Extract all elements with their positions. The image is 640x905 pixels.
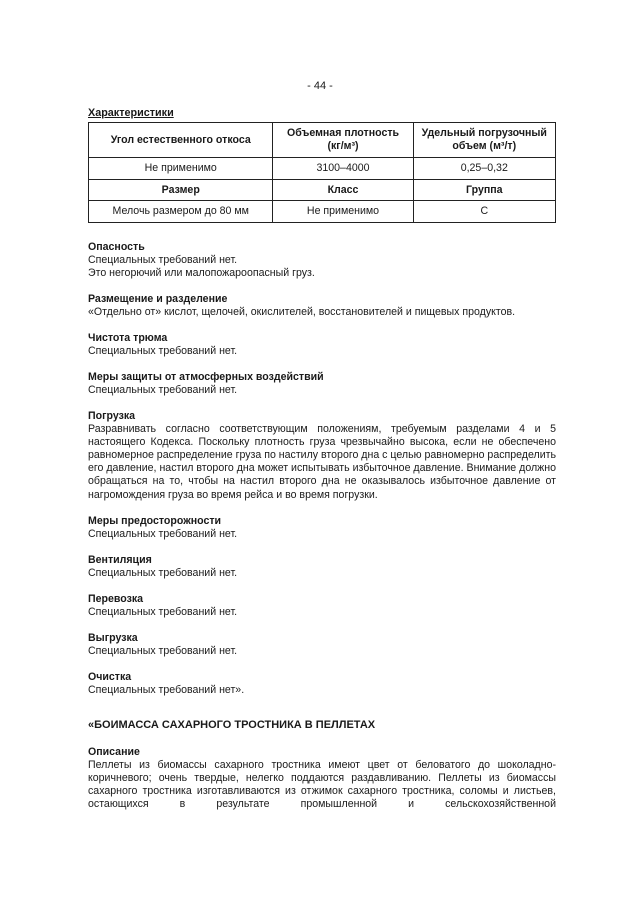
section-title: Меры защиты от атмосферных воздействий bbox=[88, 371, 324, 384]
section-title: Выгрузка bbox=[88, 631, 138, 644]
section-text: Это негорючий или малопожароопасный груз. bbox=[88, 267, 315, 280]
section-text: Специальных требований нет. bbox=[88, 384, 238, 397]
section-text: Специальных требований нет. bbox=[88, 644, 238, 657]
section-text: Специальных требований нет. bbox=[88, 566, 238, 579]
section-text: Специальных требований нет. bbox=[88, 605, 238, 618]
characteristics-table bbox=[88, 122, 556, 223]
section-text: Специальных требований нет». bbox=[88, 683, 245, 696]
section-loading bbox=[88, 410, 556, 501]
section-weather-precautions bbox=[88, 371, 556, 397]
section-title: Чистота трюма bbox=[88, 332, 168, 345]
table-subheader-row bbox=[89, 180, 556, 201]
section-precautions bbox=[88, 515, 556, 541]
table-row bbox=[89, 201, 556, 223]
section-description bbox=[88, 746, 556, 811]
section-text: Разравнивать согласно соответствующим положениям, требуемым разделами 4 и 5 настоящего Кодекса. Поскольку плотность груза чрезвычайно высока, если не обеспечено равномерное распределение груза по настилу второго дна с целью равномерно распределить его давление, настил второго дна может испытывать избыточное давление. Внимание должно обращаться на то, чтобы на настил второго дна не оказывалось избыточное давление от нагромождения груза во время рейса и во время погрузки. bbox=[88, 423, 556, 501]
section-text: Специальных требований нет. bbox=[88, 345, 238, 358]
section-title: Меры предосторожности bbox=[88, 514, 222, 527]
section-text: Специальных требований нет. bbox=[88, 254, 238, 267]
section-title: Очистка bbox=[88, 670, 132, 683]
section-title: Опасность bbox=[88, 241, 145, 254]
section-discharge bbox=[88, 632, 556, 658]
table-cell: C bbox=[413, 201, 555, 223]
page-content bbox=[88, 107, 556, 811]
section-hold-cleanliness bbox=[88, 332, 556, 358]
section-stowage bbox=[88, 293, 556, 319]
section-hazard bbox=[88, 241, 556, 280]
section-text: «Отдельно от» кислот, щелочей, окислителей, восстановителей и пищевых продуктов. bbox=[88, 306, 516, 319]
subheader-cell-group: Группа bbox=[413, 180, 555, 201]
table-cell: Не применимо bbox=[273, 201, 413, 223]
table-header-row bbox=[89, 123, 556, 158]
section-ventilation bbox=[88, 554, 556, 580]
table-cell: 3100–4000 bbox=[273, 158, 413, 180]
section-text: Пеллеты из биомассы сахарного тростника имеют цвет от беловатого до шоколадно-коричневого; очень твердые, нелегко поддаются раздавливанию. Пеллеты из биомассы сахарного тростника изготавливаются из отжимок сахарного тростника, соломы и листьев, остающихся в результате промышленной и сельскохозяйственной bbox=[88, 759, 556, 811]
table-row bbox=[89, 158, 556, 180]
cargo-title: «БОИМАССА САХАРНОГО ТРОСТНИКА В ПЕЛЛЕТАХ bbox=[88, 718, 376, 731]
header-cell-angle: Угол естественного откоса bbox=[89, 123, 273, 158]
table-caption: Характеристики bbox=[88, 107, 174, 119]
section-title: Погрузка bbox=[88, 410, 136, 423]
subheader-cell-size: Размер bbox=[89, 180, 273, 201]
header-cell-density: Объемная плотность (кг/м³) bbox=[273, 123, 413, 158]
subheader-cell-class: Класс bbox=[273, 180, 413, 201]
table-cell: Не применимо bbox=[89, 158, 273, 180]
section-title: Перевозка bbox=[88, 592, 144, 605]
section-title: Размещение и разделение bbox=[88, 293, 228, 306]
table-cell: Мелочь размером до 80 мм bbox=[89, 201, 273, 223]
table-cell: 0,25–0,32 bbox=[413, 158, 555, 180]
section-title: Вентиляция bbox=[88, 553, 152, 566]
header-cell-stowage-factor: Удельный погрузочный объем (м³/т) bbox=[413, 123, 555, 158]
section-clean-up bbox=[88, 671, 556, 697]
section-text: Специальных требований нет. bbox=[88, 527, 238, 540]
section-carriage bbox=[88, 593, 556, 619]
section-title: Описание bbox=[88, 746, 140, 759]
page-number: - 44 - bbox=[307, 80, 333, 92]
